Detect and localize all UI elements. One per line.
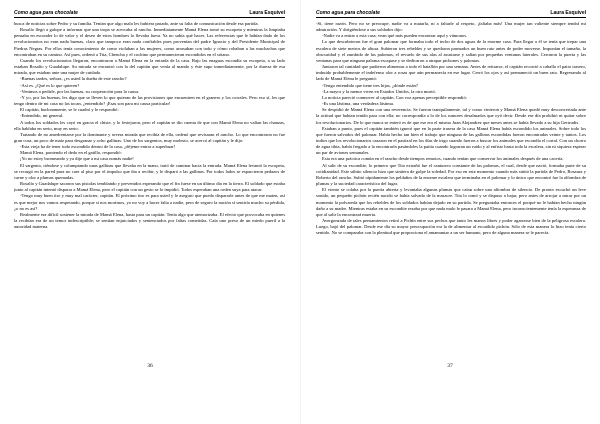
book-title: Como agua para chocolate <box>14 10 78 16</box>
paragraph: Tratando de no amedrentarse por la dominante y severa mirada que recibía de ella, ordenó que revisaran el rancho. Lo que encontraron no fue gran cosa, un poco de maíz para desgranar y ocho gallinas. Uno de los sargentos, muy molesto, se acercó al capitán y le dijo: <box>14 131 285 143</box>
paragraph: -Y yo, por las buenas, les digo que se lleven lo que quieran de las provisiones que encuentren en el granero y los corrales. Pero eso sí, les que tengo dentro de mi casa no las tocan, ¿entendido? ¡Esas son para mi causa particular! <box>14 94 285 107</box>
running-head <box>14 10 285 18</box>
page-number: 37 <box>447 363 453 369</box>
book-author: Laura Esquivel <box>550 10 586 16</box>
paragraph: -Buenas tardes, señora, ¿es usted la dueña de este rancho? <box>20 76 127 82</box>
paragraph: -Entendido, mi general. <box>20 113 64 119</box>
paragraph: -Tengo muy buen tiro y muy mal carácter, capitán. El próximo tiro es para usted y le aseguro que puedo dispararle antes de que me maten, así es que mejor nos vamos respetando, porque si nos morimos, yo no voy a hacer falta a nadie, pero de seguro la nación sí sentiría mucho su pérdida, ¿o no es así? <box>14 193 285 211</box>
running-head <box>316 10 586 18</box>
book-author: Laura Esquivel <box>249 10 285 16</box>
paragraph: Rosalío y Guadalupe sacaron sus pistolas temblando y prevenidos esperando que el fin fuese en un último día en la tierra. El soldado que estaba junto al capitán intentó disparar a Mamá Elena, pero el capitán con un gesto se lo impidió. Todos esperaban una orden suya para atacar. <box>14 181 285 193</box>
paragraph: Juntaron tal cantidad que pudieron alimentar a todo el batallón por una semana. Antes de retirarse, el capitán recorrió a caballo el patio trasero, imbuido probablemente el indefenso olor a rosas que aún permanecía en ese lugar. Cerró los ojos y así permaneció un buen rato. Regresando al lado de Mamá Elena le preguntó: <box>316 64 586 82</box>
paragraph: Realmente era difícil sostener la mirada de Mamá Elena, hasta para un capitán. Tenía algo que atemorizaba. El efecto que provocaba en quienes la recibían era de un temor indescriptible; se sentían enjuiciados y sentenciados por faltas cometidas. Caía uno preso de un miedo pueril a la autoridad materna. <box>14 211 285 230</box>
paragraph: Se despidió de Mamá Elena con una reverencia. Se fueron tranquilamente, tal y como vinieron y Mamá Elena quedó muy desconcertada ante la actitud que habían tenido para con ella; no correspondía a lo de los rumores desalmados que oyó decir. Desde ese día prohibió ni quitar sobre los revolucionarios. De lo que nunca se enteró es de que ese era el mismo Juan Alejandrez que meses antes se había llevado a su hija Gertrudis. <box>316 107 586 125</box>
paragraph: -Tengo entendido que tiene tres hijas, ¿dónde están? <box>322 82 418 88</box>
paragraph: Lo que descubrieron fue el gran palomar que formaba todo el techo de dos aguas de la enorme casa. Para llegar a él se tenía que trepar una escalera de siete metros de altura. Subieron tres rebeldes y se quedaron pasmados un buen rato antes de poder moverse. Imponían el tamaño, la obscuridad y el zumbido de las palomas, el revuelo de sus alas al asustarse y salían por pequeñas ventanas laterales. Cerraron la puerta y las ventanas para que ninguna paloma escapase y se dedicaron a atrapar pichones y palomas. <box>316 39 586 63</box>
paragraph: Rosalío llegó a galope a informar que una tropa se acercaba al rancho. Inmediatamente Mamá Elena tomó su escopeta y mientras la limpiaba pensaba en esconder lo de valor y el deseo de estos hombres lo llevaba fuera. Ya no sabía qué hacer. Las referencias que le habían dado de los revolucionarios no eran nada buenas, claro que tampoco eran nada confiables pues provenían del padre Ignacio y del Presidente Municipal de Piedras Negras. Por ellos tenía conocimiento de como violaban a las mujeres, como arrasaban con todo y cómo robaban a las muchachas que encontraban en su camino. Así pues, ordenó a Tita, Chencha y el cochino que permanecieran escondidos en el sótano. <box>14 27 285 57</box>
paragraph: El sargento, riéndose y columpiando unas gallinas que llevaba en la mano, trató de caminar hacia la entrada. Mamá Elena levantó la escopeta, se recargó en la pared para no caer al piso por el impulso que iba a recibir, y le disparó a las gallinas. Por todos lados se esparcieron pedazos de carne y olor a plumas quemadas. <box>14 162 285 180</box>
paragraph: Estaban a punto, pues el capitán también ignoró que en la parte trasera de la casa Mamá Elena había escondido los animales. Sobre todo los que fueron salvados del palomar. Había hecho tan bien el trabajo que ninguna de las gallinas escondidas fueron encontradas veinte y tantos. Los indios que los revolucionarios cazaron en el pastizal en los días de trigo cuando fueron a buscar los animales que escondía el corral. Con un chorro de agua tibia, había fregado a la encontrarla pasándoles la patita cuando lograran un ruido y al enfriar hasta toda la escalera, sin ni siquiera esperar un par de aviones semanales. <box>316 125 586 156</box>
paragraph: -Esta vieja ha de tener todo escondido dentro de la casa, ¿déjeme entrar a superbuar! <box>20 144 176 150</box>
paragraph: Cuando los revolucionarios llegaron, encontraron a Mamá Elena en la entrada de la casa. Bajo las enaguas escondía su escopeta, a su lado estaban Rosalío y Guadalupe. Su mirada se encontró con la del capitán que venía al mando y éste supo inmediatamente, por la dureza de esa mirada, que estaban ante una mujer de cuidado. <box>14 57 285 76</box>
paragraph: busca de noticias sobre Pedro y su familia. Tenían que algo malo les hubiera pasado, ante su falta de comunicación desde esa partida. <box>14 21 259 26</box>
paragraph: Al salir de su escondite, lo primero que Tita extrañó fue el canturreo constante de las palomas, el cual, desde que nació, formaba parte de su cotidianidad. Este súbito silencio hizo que sintiera de golpe la soledad. Por eso en este momento cuando más sintió la partida de Pedro, Rosaura y Roberto del rancho. Subió rápidamente los peldaños de la enorme escalera que terminaba en el palomar y lo único que encontró fue la alfombra de plumas y la suciedad característica del lugar. <box>316 162 586 187</box>
page-number: 36 <box>147 363 153 369</box>
paragraph: A todos los soldados les cayó en gracia el chiste, y lo festejaron, pero el capitán se dio cuenta de que con Mamá Elena no valían las chanzas, ella hablaba en serio, muy en serio. <box>14 119 285 131</box>
paragraph: El capitán, burlonamente, se le cuadró y le respondió: <box>20 107 119 113</box>
book-title: Como agua para chocolate <box>316 10 380 16</box>
paragraph: -Es una lástima, una verdadera lástima. <box>322 101 395 107</box>
paragraph: El viento se colaba por la puerta abierta y levantaba algunas plumas que caían sobre una alfombra de silencio. De pronto escuchó un leve sonido, un pequeño pichón recién nacido se había salvado de la masacre. Tita lo tomó y se dispuso a bajar, pero antes de arrojar a mirar por un momento la polvareda que los rebeldes de los soldados habían dejado en su partida. Se preguntaba entonces el porqué no le habían hecho ningún daño a su madre. Mientras estaba en su escondite rezaba por que nada malo le pasara a Mamá Elena, pero inconscientemente tenía la esperanza de que al salir la encontrará muerta. <box>316 187 586 217</box>
paragraph: -Sí, tiene razón. Pero no se preocupe, nadie va a matarla, ni a faltarle al respeto, ¡faltaba más! Una mujer tan valiente siempre tendrá mi admiración. Y dirigiéndose a sus soldados dijo: <box>316 21 586 33</box>
page-body <box>14 21 285 385</box>
paragraph: -La mayor y la menor viven en Estados Unidos, la otra murió. <box>322 88 436 94</box>
paragraph: Esta era una práctica común en el rancho desde tiempos remotos, cuando tenían que conservar los animales después de una cacería. <box>322 156 564 162</box>
paragraph: -Así es. ¿Qué es lo que quieren? <box>20 82 80 88</box>
paragraph: Mamá Elena, poniendo el dedo en el gatillo, respondió: <box>20 150 122 156</box>
paragraph: La noticia pareció conmover al capitán. Con voz apenas perceptible respondió: <box>322 94 468 100</box>
paragraph: ¡Yo no estoy bromeando y ya dije que a mi casa nomás nadie! <box>20 156 134 162</box>
paragraph: -Venimos a pedirle, por las buenas, su cooperación para la causa. <box>20 88 140 94</box>
paragraph: Avergonzada de tales pensamientos retiró a Pichín entre sus pechos que tanto les manos libres y poder agarrarse bien de la peligrosa escalera. Luego, bajó del palomar. Desde ese día su mayor preocupación era la de alimentar al escuálido pichón. Sólo de esta manera lo hizo tenía cierto sentido. No se comparaba con la plenitud que proporciona el amamantar a un ser humano, pero de alguna manera se le parecía. <box>316 218 586 236</box>
paragraph: -Nadie va a entrar a esta casa, vean qué más pueden encontrar aquí y vámonos. <box>322 33 468 39</box>
page-body <box>316 21 586 385</box>
right-page <box>300 0 600 424</box>
